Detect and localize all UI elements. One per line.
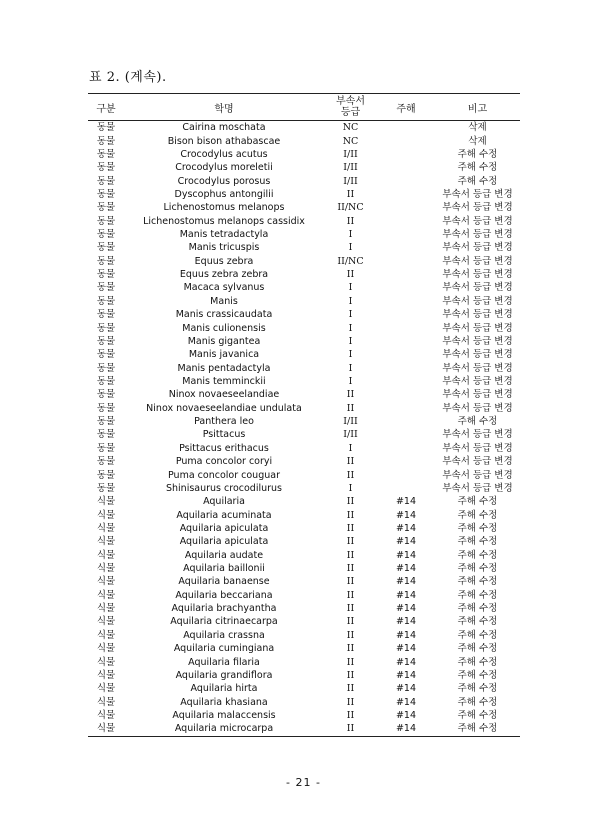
cell-appendix-grade: I (348, 442, 353, 454)
cell-category: 식물 (96, 576, 116, 588)
cell-appendix-grade: I (348, 282, 353, 294)
cell-appendix-grade: II (346, 549, 355, 561)
cell-remark: 부속서 등급 변경 (442, 389, 513, 401)
table-row (88, 134, 520, 147)
cell-category: 식물 (96, 696, 116, 708)
cell-category: 동물 (96, 335, 116, 347)
cell-annotation (377, 268, 435, 281)
cell-remark: 주해 수정 (457, 496, 498, 508)
cell-category: 식물 (96, 629, 116, 641)
cell-annotation: #14 (395, 683, 417, 695)
table-row (88, 255, 520, 268)
cell-appendix-grade: II (346, 469, 355, 481)
cell-category: 동물 (96, 122, 116, 134)
table-row (88, 388, 520, 401)
cell-scientific-name: Manis gigantea (187, 335, 261, 347)
cell-category: 동물 (96, 469, 116, 481)
cell-scientific-name: Aquilaria cumingiana (173, 643, 275, 655)
table-row (88, 361, 520, 374)
cell-category: 동물 (96, 229, 116, 241)
cell-appendix-grade: II (346, 402, 355, 414)
cell-category: 식물 (96, 709, 116, 721)
table-row (88, 308, 520, 321)
cell-annotation (377, 228, 435, 241)
cell-appendix-grade: I/II (343, 416, 358, 428)
cell-appendix-grade: I (348, 242, 353, 254)
cell-category: 식물 (96, 643, 116, 655)
cell-category: 식물 (96, 522, 116, 534)
cell-category: 동물 (96, 349, 116, 361)
page-number: - 21 - (286, 776, 321, 789)
cell-scientific-name: Manis tricuspis (188, 242, 260, 254)
cell-appendix-grade: II (346, 643, 355, 655)
cell-appendix-grade: II (346, 616, 355, 628)
cell-category: 동물 (96, 148, 116, 160)
cell-remark: 부속서 등급 변경 (442, 402, 513, 414)
cell-scientific-name: Crocodylus acutus (180, 148, 268, 160)
cell-annotation (377, 121, 435, 135)
cell-scientific-name: Aquilaria crassna (183, 629, 265, 641)
cell-annotation: #14 (395, 536, 417, 548)
cell-annotation (377, 174, 435, 187)
cell-annotation: #14 (395, 643, 417, 655)
cell-category: 동물 (96, 416, 116, 428)
cell-scientific-name: Manis temminckii (182, 376, 266, 387)
table-row (88, 642, 520, 655)
cell-category: 동물 (96, 162, 116, 174)
cell-remark: 삭제 (468, 135, 487, 147)
cell-category: 동물 (96, 135, 116, 147)
table-row (88, 375, 520, 388)
cell-annotation: #14 (395, 696, 417, 708)
cell-remark: 부속서 등급 변경 (442, 309, 513, 321)
table-row (88, 215, 520, 228)
cell-scientific-name: Aquilaria khasiana (180, 696, 268, 708)
table-row (88, 575, 520, 588)
cell-annotation (377, 295, 435, 308)
cell-scientific-name: Equus zebra zebra (179, 269, 269, 281)
cell-remark: 부속서 등급 변경 (442, 322, 513, 334)
cell-category: 식물 (96, 723, 116, 735)
cell-remark: 부속서 등급 변경 (442, 376, 513, 387)
cell-remark: 주해 수정 (457, 563, 498, 575)
cell-appendix-grade: II (346, 389, 355, 401)
table-row (88, 415, 520, 428)
cell-remark: 주해 수정 (457, 629, 498, 641)
cell-remark: 부속서 등급 변경 (442, 242, 513, 254)
table-header-row (88, 94, 520, 121)
cell-remark: 부속서 등급 변경 (442, 269, 513, 281)
cell-appendix-grade: II (346, 656, 355, 668)
cell-scientific-name: Ninox novaeseelandiae (168, 389, 280, 401)
cell-annotation (377, 468, 435, 481)
table-row (88, 455, 520, 468)
cell-remark: 부속서 등급 변경 (442, 349, 513, 361)
cell-appendix-grade: I (348, 335, 353, 347)
header-scientific-name: 학명 (214, 103, 234, 115)
header-annotation: 주해 (396, 103, 416, 115)
table-row (88, 682, 520, 695)
table-row (88, 295, 520, 308)
cell-remark: 부속서 등급 변경 (442, 255, 513, 267)
table-row (88, 482, 520, 495)
cell-scientific-name: Aquilaria apiculata (179, 522, 269, 534)
cell-appendix-grade: I/II (343, 148, 358, 160)
cell-annotation: #14 (395, 522, 417, 534)
cell-scientific-name: Aquilaria hirta (190, 683, 258, 695)
cell-scientific-name: Bison bison athabascae (167, 135, 281, 147)
cell-remark: 부속서 등급 변경 (442, 456, 513, 468)
cell-scientific-name: Aquilaria citrinaecarpa (170, 616, 278, 628)
table-row (88, 268, 520, 281)
cell-category: 식물 (96, 549, 116, 561)
cell-category: 식물 (96, 603, 116, 615)
cell-category: 식물 (96, 563, 116, 575)
cell-remark: 주해 수정 (457, 175, 498, 187)
cell-appendix-grade: II (346, 496, 355, 508)
cell-annotation: #14 (395, 496, 417, 508)
cell-category: 동물 (96, 188, 116, 200)
cell-remark: 부속서 등급 변경 (442, 362, 513, 374)
cell-appendix-grade: II (346, 215, 355, 227)
table-row (88, 508, 520, 521)
cell-annotation: #14 (395, 723, 417, 735)
cell-annotation (377, 375, 435, 388)
cell-category: 식물 (96, 656, 116, 668)
cell-annotation (377, 482, 435, 495)
table-row (88, 495, 520, 508)
cell-annotation (377, 148, 435, 161)
cell-annotation: #14 (395, 549, 417, 561)
table-row (88, 629, 520, 642)
cell-appendix-grade: I (348, 309, 353, 321)
cell-annotation (377, 415, 435, 428)
cell-annotation: #14 (395, 576, 417, 588)
cell-remark: 부속서 등급 변경 (442, 215, 513, 227)
cell-appendix-grade: I (348, 362, 353, 374)
table-row (88, 602, 520, 615)
cell-scientific-name: Equus zebra (194, 255, 254, 267)
cell-appendix-grade: I (348, 482, 353, 494)
cell-appendix-grade: I (348, 322, 353, 334)
table-row (88, 695, 520, 708)
cell-remark: 부속서 등급 변경 (442, 469, 513, 481)
cell-annotation (377, 335, 435, 348)
cell-category: 동물 (96, 362, 116, 374)
table-row (88, 669, 520, 682)
cell-category: 동물 (96, 376, 116, 387)
cell-appendix-grade: II (346, 696, 355, 708)
cell-remark: 주해 수정 (457, 162, 498, 174)
cell-annotation: #14 (395, 603, 417, 615)
cell-remark: 주해 수정 (457, 416, 498, 428)
cell-annotation: #14 (395, 563, 417, 575)
cell-remark: 주해 수정 (457, 656, 498, 668)
header-remark: 비고 (467, 103, 488, 115)
cell-category: 식물 (96, 669, 116, 681)
cell-annotation: #14 (395, 629, 417, 641)
cell-remark: 삭제 (468, 122, 487, 134)
cell-scientific-name: Shinisaurus crocodilurus (165, 482, 282, 494)
cell-annotation: #14 (395, 656, 417, 668)
cell-remark: 주해 수정 (457, 616, 498, 628)
cell-remark: 주해 수정 (457, 709, 498, 721)
cell-scientific-name: Aquilaria apiculata (179, 536, 269, 548)
table-row (88, 615, 520, 628)
cell-remark: 주해 수정 (457, 576, 498, 588)
header-category: 구분 (96, 103, 116, 115)
cell-annotation (377, 348, 435, 361)
cell-appendix-grade: I (348, 376, 353, 387)
cell-annotation: #14 (395, 616, 417, 628)
table-row (88, 281, 520, 294)
cell-annotation (377, 215, 435, 228)
cell-remark: 주해 수정 (457, 589, 498, 601)
cell-category: 동물 (96, 175, 116, 187)
cell-category: 동물 (96, 456, 116, 468)
table-row (88, 535, 520, 548)
cell-remark: 부속서 등급 변경 (442, 188, 513, 200)
table-row (88, 522, 520, 535)
cell-scientific-name: Manis culionensis (182, 322, 266, 334)
cell-remark: 주해 수정 (457, 696, 498, 708)
cell-appendix-grade: II (346, 522, 355, 534)
table-row (88, 655, 520, 668)
cell-category: 식물 (96, 536, 116, 548)
table-row (88, 589, 520, 602)
table-row (88, 335, 520, 348)
table-row (88, 562, 520, 575)
cell-category: 식물 (96, 509, 116, 521)
cell-appendix-grade: I (348, 349, 353, 361)
cell-scientific-name: Lichenostomus melanops cassidix (143, 215, 305, 227)
table-row (88, 174, 520, 187)
cell-appendix-grade: NC (342, 135, 359, 147)
cell-scientific-name: Psittacus erithacus (179, 442, 269, 454)
cell-annotation (377, 134, 435, 147)
table-row (88, 428, 520, 441)
table-caption: 표 2. (계속). (89, 70, 167, 85)
table-row (88, 228, 520, 241)
cell-scientific-name: Puma concolor couguar (168, 469, 280, 481)
table-row (88, 468, 520, 481)
cell-category: 식물 (96, 496, 116, 508)
cell-remark: 부속서 등급 변경 (442, 482, 513, 494)
cell-scientific-name: Aquilaria acuminata (176, 509, 272, 521)
cell-appendix-grade: II (346, 456, 355, 468)
cell-annotation (377, 188, 435, 201)
cell-scientific-name: Aquilaria (203, 496, 245, 508)
table-row (88, 442, 520, 455)
cell-category: 동물 (96, 242, 116, 254)
cell-category: 동물 (96, 309, 116, 321)
cell-scientific-name: Macaca sylvanus (183, 282, 265, 294)
cell-scientific-name: Crocodylus porosus (177, 175, 271, 187)
cell-category: 동물 (96, 402, 116, 414)
cell-annotation (377, 161, 435, 174)
cell-appendix-grade: I/II (343, 175, 358, 187)
cell-category: 동물 (96, 282, 116, 294)
cell-appendix-grade: I/II (343, 429, 358, 441)
cell-appendix-grade: II (346, 683, 355, 695)
cell-annotation (377, 442, 435, 455)
cell-annotation (377, 388, 435, 401)
header-appendix-grade (324, 94, 377, 121)
cell-annotation: #14 (395, 509, 417, 521)
cell-scientific-name: Aquilaria malaccensis (172, 709, 276, 721)
cell-remark: 주해 수정 (457, 509, 498, 521)
cell-category: 동물 (96, 295, 116, 307)
cell-appendix-grade: I (348, 229, 353, 241)
cell-annotation: #14 (395, 709, 417, 721)
cell-remark: 주해 수정 (457, 549, 498, 561)
cell-scientific-name: Aquilaria grandiflora (175, 669, 273, 681)
cell-annotation (377, 201, 435, 214)
cell-scientific-name: Manis (210, 295, 238, 307)
cell-scientific-name: Dyscophus antongilii (174, 188, 274, 200)
cell-category: 동물 (96, 429, 116, 441)
species-table (88, 93, 520, 737)
cell-annotation (377, 255, 435, 268)
cell-scientific-name: Cairina moschata (182, 122, 266, 134)
cell-category: 동물 (96, 215, 116, 227)
cell-scientific-name: Aquilaria beccariana (175, 589, 273, 601)
cell-annotation (377, 321, 435, 334)
cell-remark: 부속서 등급 변경 (442, 335, 513, 347)
table-row (88, 402, 520, 415)
cell-appendix-grade: II (346, 603, 355, 615)
cell-category: 동물 (96, 255, 116, 267)
cell-scientific-name: Ninox novaeseelandiae undulata (146, 402, 302, 414)
cell-scientific-name: Psittacus (202, 429, 246, 441)
cell-scientific-name: Aquilaria microcarpa (174, 723, 274, 735)
header-appendix-line2: 등급 (340, 107, 361, 118)
table-row (88, 241, 520, 254)
table-row (88, 121, 520, 135)
cell-appendix-grade: II/NC (337, 202, 364, 214)
cell-remark: 주해 수정 (457, 723, 498, 735)
table-row (88, 201, 520, 214)
cell-scientific-name: Panthera leo (194, 416, 254, 428)
table-row (88, 188, 520, 201)
cell-appendix-grade: I (348, 295, 353, 307)
cell-scientific-name: Aquilaria banaense (178, 576, 270, 588)
cell-category: 식물 (96, 589, 116, 601)
cell-appendix-grade: II (346, 188, 355, 200)
cell-remark: 주해 수정 (457, 148, 498, 160)
cell-scientific-name: Aquilaria filaria (188, 656, 260, 668)
table-body (88, 121, 520, 737)
header-appendix-line1: 부속서 (336, 96, 365, 107)
cell-annotation (377, 241, 435, 254)
cell-remark: 부속서 등급 변경 (442, 202, 513, 214)
table-row (88, 321, 520, 334)
cell-scientific-name: Manis javanica (188, 349, 260, 361)
cell-category: 동물 (96, 269, 116, 281)
cell-scientific-name: Puma concolor coryi (175, 456, 273, 468)
cell-appendix-grade: II (346, 589, 355, 601)
cell-remark: 주해 수정 (457, 683, 498, 695)
cell-annotation (377, 281, 435, 294)
cell-remark: 주해 수정 (457, 669, 498, 681)
cell-remark: 부속서 등급 변경 (442, 442, 513, 454)
cell-appendix-grade: II (346, 629, 355, 641)
cell-annotation: #14 (395, 669, 417, 681)
cell-appendix-grade: II (346, 709, 355, 721)
cell-remark: 주해 수정 (457, 522, 498, 534)
cell-annotation (377, 308, 435, 321)
cell-scientific-name: Crocodylus moreletii (175, 162, 273, 174)
cell-appendix-grade: I/II (343, 162, 358, 174)
cell-remark: 부속서 등급 변경 (442, 429, 513, 441)
table-row (88, 549, 520, 562)
cell-category: 동물 (96, 389, 116, 401)
cell-category: 동물 (96, 202, 116, 214)
cell-annotation (377, 455, 435, 468)
cell-appendix-grade: II (346, 509, 355, 521)
cell-scientific-name: Aquilaria baillonii (183, 563, 265, 575)
cell-annotation: #14 (395, 589, 417, 601)
cell-remark: 부속서 등급 변경 (442, 229, 513, 241)
cell-scientific-name: Lichenostomus melanops (163, 202, 285, 214)
cell-appendix-grade: II (346, 563, 355, 575)
table-row (88, 348, 520, 361)
cell-scientific-name: Manis tetradactyla (179, 229, 269, 241)
cell-category: 식물 (96, 616, 116, 628)
cell-scientific-name: Manis pentadactyla (177, 362, 271, 374)
cell-appendix-grade: II (346, 669, 355, 681)
cell-scientific-name: Aquilaria brachyantha (171, 603, 277, 615)
cell-scientific-name: Aquilaria audate (184, 549, 264, 561)
cell-remark: 주해 수정 (457, 536, 498, 548)
cell-annotation (377, 361, 435, 374)
cell-appendix-grade: II/NC (337, 255, 364, 267)
cell-category: 식물 (96, 683, 116, 695)
cell-remark: 부속서 등급 변경 (442, 282, 513, 294)
table-row (88, 148, 520, 161)
cell-remark: 주해 수정 (457, 643, 498, 655)
cell-appendix-grade: II (346, 536, 355, 548)
cell-remark: 주해 수정 (457, 603, 498, 615)
cell-scientific-name: Manis crassicaudata (175, 309, 273, 321)
cell-category: 동물 (96, 322, 116, 334)
cell-category: 동물 (96, 482, 116, 494)
cell-appendix-grade: NC (342, 122, 359, 134)
table-row (88, 722, 520, 736)
table-row (88, 161, 520, 174)
cell-remark: 부속서 등급 변경 (442, 295, 513, 307)
cell-appendix-grade: II (346, 723, 355, 735)
cell-appendix-grade: II (346, 269, 355, 281)
table-row (88, 709, 520, 722)
cell-appendix-grade: II (346, 576, 355, 588)
cell-annotation (377, 428, 435, 441)
cell-category: 동물 (96, 442, 116, 454)
cell-annotation (377, 402, 435, 415)
